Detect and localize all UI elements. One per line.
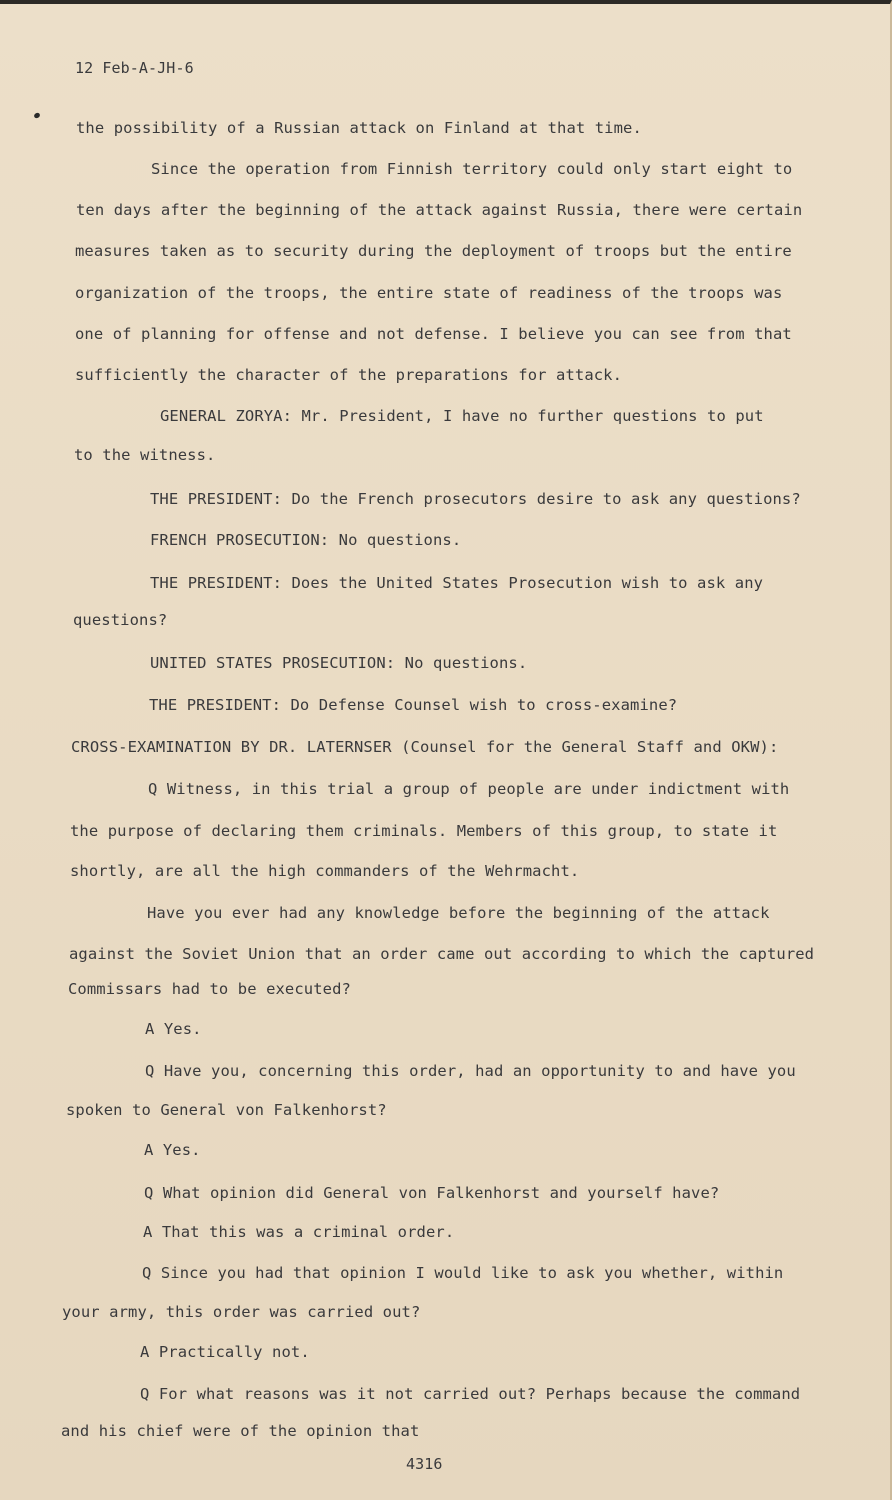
text-line-14: UNITED STATES PROSECUTION: No questions. [150, 654, 528, 672]
text-line-20: Have you ever had any knowledge before the beginning of the attack [147, 904, 770, 922]
text-line-11: FRENCH PROSECUTION: No questions. [150, 531, 462, 549]
text-line-18: the purpose of declaring them criminals. Members of this group, to state it [70, 822, 778, 840]
text-line-23: A Yes. [145, 1020, 202, 1038]
text-line-9: to the witness. [74, 446, 216, 464]
text-line-19: shortly, are all the high commanders of the Wehrmacht. [70, 862, 580, 880]
text-line-6: one of planning for offense and not defense. I believe you can see from that [75, 325, 792, 343]
text-line-8: GENERAL ZORYA: Mr. President, I have no further questions to put [160, 407, 764, 425]
page-number: 4316 [406, 1455, 443, 1473]
text-line-28: A That this was a criminal order. [143, 1223, 455, 1241]
text-line-7: sufficiently the character of the preparations for attack. [75, 366, 623, 384]
text-line-21: against the Soviet Union that an order came out according to which the captured [69, 945, 815, 963]
text-line-13: questions? [73, 611, 168, 629]
text-line-1: the possibility of a Russian attack on Finland at that time. [76, 119, 642, 137]
text-line-4: measures taken as to security during the deployment of troops but the entire [75, 242, 792, 260]
text-line-22: Commissars had to be executed? [68, 980, 351, 998]
text-line-2: Since the operation from Finnish territory could only start eight to [151, 160, 793, 178]
document-reference: 12 Feb-A-JH-6 [75, 59, 194, 77]
text-line-15: THE PRESIDENT: Do Defense Counsel wish to cross-examine? [149, 696, 678, 714]
text-line-16: CROSS-EXAMINATION BY DR. LATERNSER (Counsel for the General Staff and OKW): [71, 738, 779, 756]
text-line-10: THE PRESIDENT: Do the French prosecutors desire to ask any questions? [150, 490, 801, 508]
text-line-27: Q What opinion did General von Falkenhorst and yourself have? [144, 1184, 720, 1202]
text-line-25: spoken to General von Falkenhorst? [66, 1101, 387, 1119]
text-line-33: and his chief were of the opinion that [61, 1422, 420, 1440]
text-line-5: organization of the troops, the entire state of readiness of the troops was [75, 284, 783, 302]
text-line-30: your army, this order was carried out? [62, 1303, 421, 1321]
text-line-17: Q Witness, in this trial a group of people are under indictment with [148, 780, 790, 798]
text-line-12: THE PRESIDENT: Does the United States Prosecution wish to ask any [150, 574, 764, 592]
text-line-3: ten days after the beginning of the attack against Russia, there were certain [76, 201, 803, 219]
text-line-32: Q For what reasons was it not carried out? Perhaps because the command [140, 1385, 801, 1403]
text-line-29: Q Since you had that opinion I would like to ask you whether, within [142, 1264, 784, 1282]
text-line-26: A Yes. [144, 1141, 201, 1159]
ink-mark [33, 112, 41, 119]
text-line-24: Q Have you, concerning this order, had an opportunity to and have you [145, 1062, 796, 1080]
text-line-31: A Practically not. [140, 1343, 310, 1361]
